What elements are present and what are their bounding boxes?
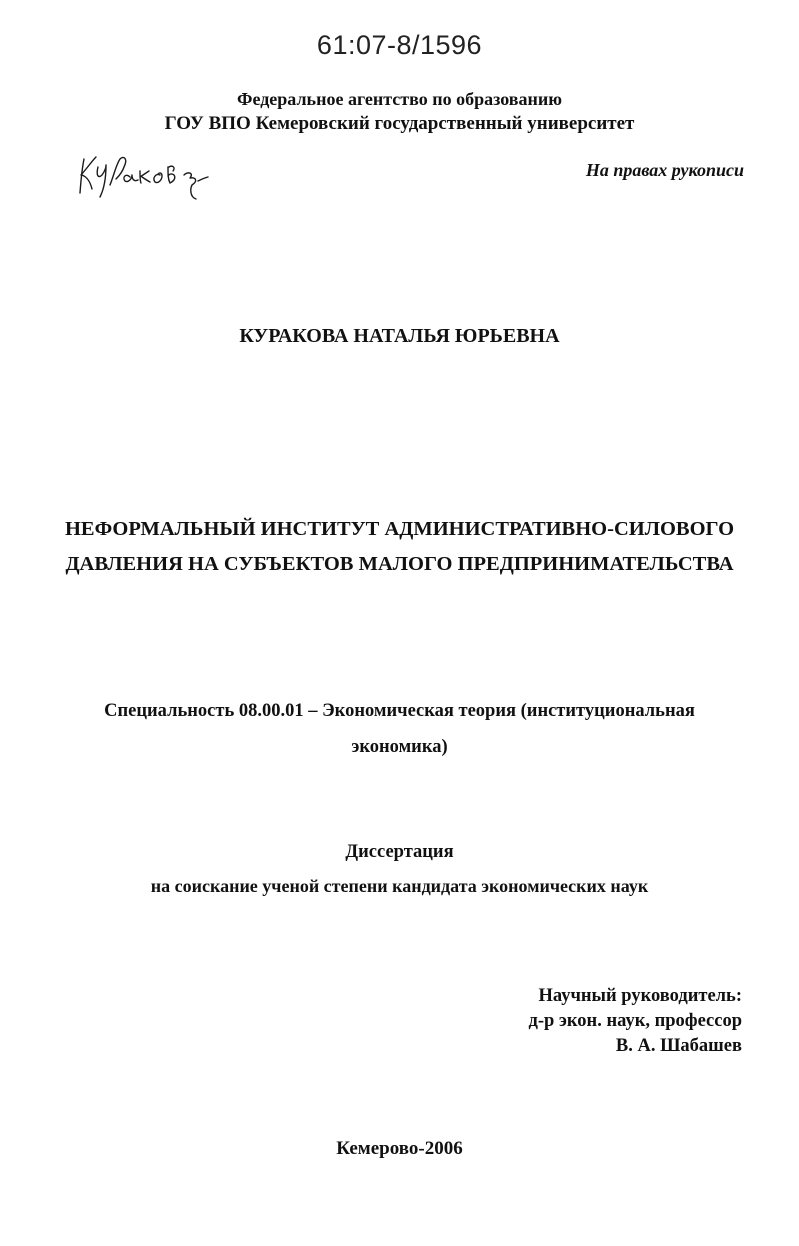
title-line-2: ДАВЛЕНИЯ НА СУБЪЕКТОВ МАЛОГО ПРЕДПРИНИМАТЕЛЬСТВА (65, 553, 734, 575)
university-name: ГОУ ВПО Кемеровский государственный университет (164, 113, 635, 134)
dissertation-title (0, 512, 799, 582)
specialty (60, 693, 739, 765)
archive-stamp-code: 61:07-8/1596 (316, 30, 483, 60)
work-type: Диссертация (345, 842, 454, 862)
supervisor-credentials: д-р экон. наук, профессор (528, 1011, 742, 1031)
supervisor-block (528, 984, 742, 1059)
manuscript-note: На правах рукописи (585, 160, 744, 180)
specialty-line-1: Специальность 08.00.01 – Экономическая теория (институциональная (104, 701, 695, 721)
title-line-1: НЕФОРМАЛЬНЫЙ ИНСТИТУТ АДМИНИСТРАТИВНО-СИЛОВОГО (64, 518, 735, 540)
supervisor-label: Научный руководитель: (538, 986, 742, 1006)
handwritten-signature (72, 145, 232, 205)
supervisor-name: В. А. Шабашев (615, 1036, 742, 1056)
specialty-line-2: экономика) (351, 737, 448, 757)
author-name: КУРАКОВА НАТАЛЬЯ ЮРЬЕВНА (239, 325, 560, 347)
degree-statement: на соискание ученой степени кандидата экономических наук (150, 876, 649, 896)
agency-name: Федеральное агентство по образованию (236, 89, 563, 109)
city-year: Кемерово-2006 (336, 1138, 463, 1159)
